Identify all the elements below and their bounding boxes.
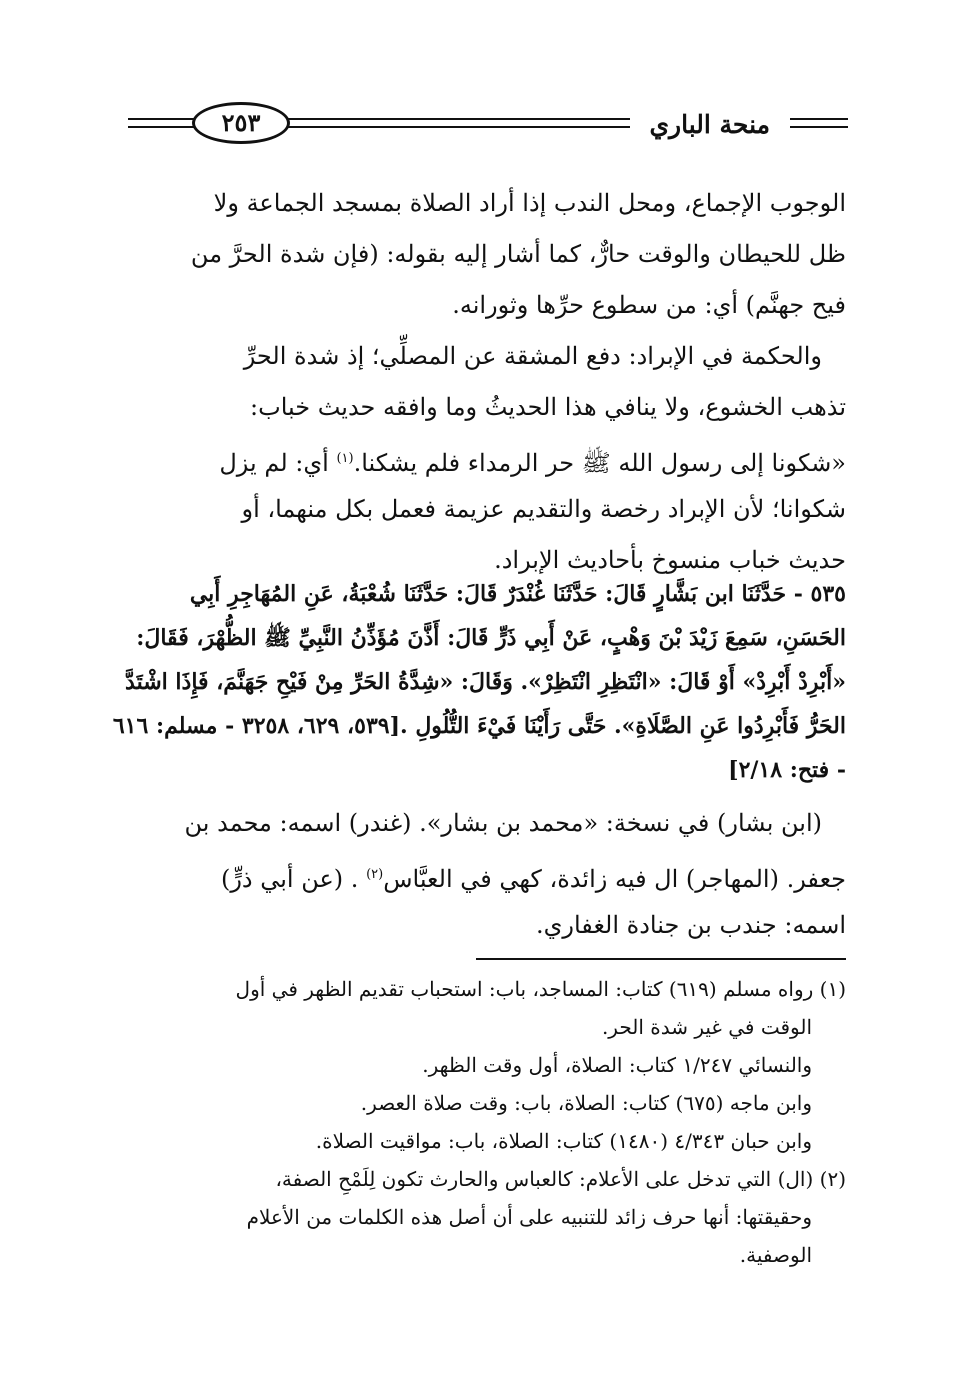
footnote-separator	[476, 958, 846, 960]
footnotes	[128, 970, 846, 1274]
text-line: حديث خباب منسوخ بأحاديث الإبراد.	[494, 546, 846, 574]
footnote-line: والنسائي ١/٢٤٧ كتاب: الصلاة، أول وقت الظهر.	[422, 1053, 812, 1077]
commentary-text: جعفر. (المهاجر) ال فيه زائدة، كهي في العبَّاس	[383, 865, 846, 893]
header-rule-right	[790, 126, 848, 128]
paragraph-2	[128, 331, 846, 586]
page-header	[128, 96, 848, 160]
quote-gloss: أي: لم يزل	[219, 449, 329, 477]
commentary-text: . (عن أبي ذرٍّ)	[220, 865, 359, 893]
quote-text: «شكونا إلى رسول الله ﷺ حر الرمداء فلم يشكنا.	[353, 449, 846, 477]
footnote-line: الوصفية.	[739, 1243, 812, 1267]
text-line: فيح جهنَّم) أي: من سطوع حرِّها وثورانه.	[452, 291, 846, 319]
footnote-1: (١) رواه مسلم (٦١٩) كتاب: المساجد، باب: استحباب تقديم الظهر في أول	[235, 977, 846, 1001]
footnote-ref-2[interactable]: (٢)	[366, 867, 384, 882]
text-line: اسمه: جندب بن جنادة الغفاري.	[535, 911, 846, 939]
hadith-line: الحَسَنِ، سَمِعَ زَيْدَ بْنَ وَهْبٍ، عَنْ أَبِي ذَرٍّ قَالَ: أَذَّنَ مُؤَذِّنُ النَّبِيِّ ﷺ الظُّهْرَ، فَقَالَ:	[136, 625, 846, 651]
header-rule-left	[128, 126, 196, 128]
footnote-ref-1[interactable]: (١)	[336, 451, 354, 466]
text-line: والحكمة في الإبراد: دفع المشقة عن المصلِّي؛ إذ شدة الحرِّ	[243, 342, 822, 370]
hadith-line: الحَرُّ فَأَبْرِدُوا عَنِ الصَّلَاةِ». حَتَّى رَأَيْنَا فَيْءَ التُّلُولِ .[٥٣٩، ٦٢٩، ٣٢٥٨ - مسلم: ٦١٦	[112, 713, 846, 739]
text-line	[128, 849, 846, 900]
hadith-line: - فتح: ٢/١٨]	[728, 757, 846, 783]
header-rule-right	[790, 118, 848, 120]
hadith-535	[112, 572, 846, 792]
page-number: ٢٥٣	[192, 102, 290, 144]
footnote-line: وابن ماجه (٦٧٥) كتاب: الصلاة، باب: وقت صلاة العصر.	[360, 1091, 812, 1115]
header-rule-long	[278, 118, 630, 120]
footnote-line: وحقيقتها: أنها حرف زائد للتنبيه على أن أصل هذه الكلمات من الأعلام	[246, 1205, 812, 1229]
text-line: الوجوب الإجماع، ومحل الندب إذا أراد الصلاة بمسجد الجماعة ولا	[213, 189, 846, 217]
header-rule-long	[278, 126, 630, 128]
text-line: ظل للحيطان والوقت حارٌّ، كما أشار إليه بقوله: (فإن شدة الحرَّ من	[190, 240, 846, 268]
paragraph-1	[128, 178, 846, 331]
text-line: (ابن بشار) في نسخة: «محمد بن بشار». (غندر) اسمه: محمد بن	[184, 809, 822, 837]
text-line: شكوانا؛ لأن الإبراد رخصة والتقديم عزيمة فعمل بكل منهما، أو	[241, 495, 846, 523]
hadith-line: «أَبْرِدْ أَبْرِدْ» أَوْ قَالَ: «انْتَظِرِ انْتَظِرْ». وَقَالَ: «شِدَّةُ الحَرِّ مِنْ فَيْحِ جَهَنَّمَ، فَإِذَا اشْتَدَّ	[125, 669, 846, 695]
text-line	[128, 433, 846, 484]
text-line: تذهب الخشوع، ولا ينافي هذا الحديثُ وما وافقه حديث خباب:	[250, 393, 846, 421]
footnote-line: الوقت في غير شدة الحر.	[601, 1015, 812, 1039]
header-rule-left	[128, 118, 196, 120]
footnote-line: وابن حبان ٤/٣٤٣ (١٤٨٠) كتاب: الصلاة، باب: مواقيت الصلاة.	[315, 1129, 812, 1153]
book-title: منحة الباري	[649, 110, 770, 139]
paragraph-3	[128, 798, 846, 951]
hadith-line: ٥٣٥ - حَدَّثَنَا ابن بَشَّارٍ قَالَ: حَدَّثَنَا غُنْدَرٌ قَالَ: حَدَّثَنَا شُعْبَةُ، عَنِ المُهَاجِرِ أَبِي	[189, 581, 846, 607]
footnote-2: (٢) (ال) التي تدخل على الأعلام: كالعباس والحارث تكون لِلَمْحِ الصفة،	[275, 1167, 846, 1191]
